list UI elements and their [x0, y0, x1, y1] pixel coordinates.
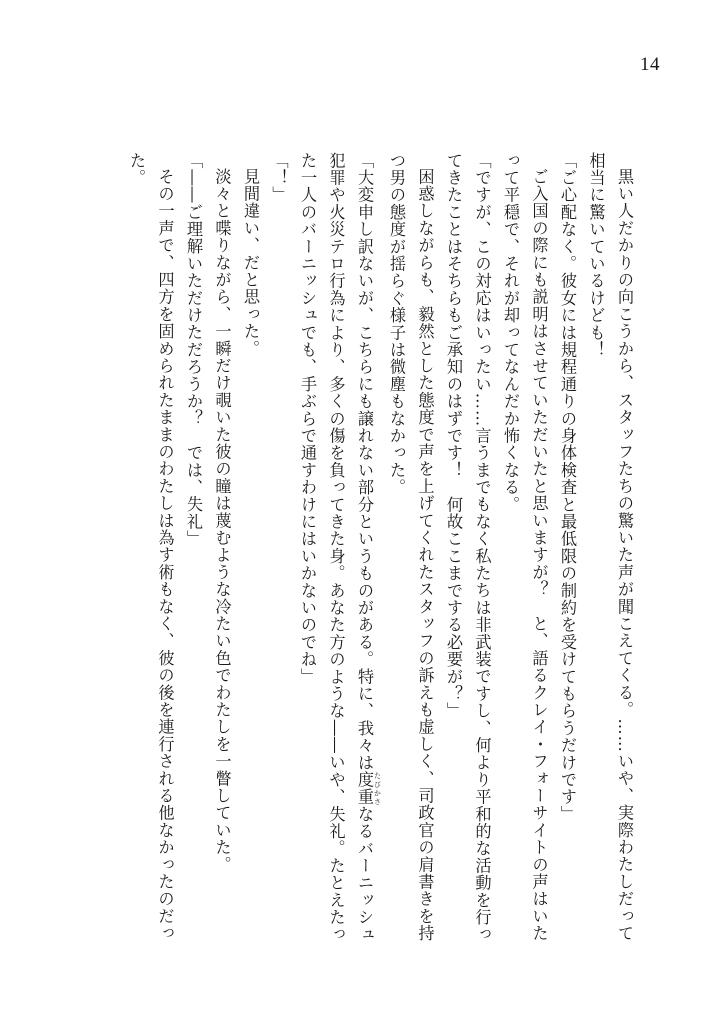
ruby-reading: たびかさ: [373, 771, 382, 806]
paragraph: ご入国の際にも説明はさせていただいたと思いますが？ と、語るクレイ・フォーサイトの声はいたって平穏で、それが却ってなんだか怖くなる。: [501, 152, 549, 943]
paragraph: 困惑しながらも、毅然とした態度で声を上げてくれたスタッフの訴えも虚しく、司政官の肩書きを持つ男の態度が揺らぐ様子は微塵もなかった。: [387, 152, 435, 943]
paragraph-rest: なるバーニッシュ犯罪や火災テロ行為により、多くの傷を負ってきた身。あなた方のような――いや、失礼。たとえたった一人のバーニッシュでも、手ぶらで通すわけにはいかないのでね」: [298, 152, 374, 944]
paragraph: 黒い人だかりの向こうから、スタッフたちの驚いた声が聞こえてくる。……いや、実際わたしだって相当に驚いているけども！: [586, 152, 634, 943]
paragraph: その一声で、四方を固められたままのわたしは為す術もなく、彼の後を連行される他なかったのだった。: [127, 152, 175, 943]
paragraph: [293, 152, 382, 952]
page-number: 14: [640, 54, 660, 75]
paragraph: 淡々と喋りながら、一瞬だけ覗いた彼の瞳は蔑むような冷たい色でわたしを一瞥していた。: [212, 168, 232, 874]
ruby-annotation: [355, 771, 382, 806]
ruby-base: 度重: [355, 771, 374, 806]
paragraph: 「ご心配なく。彼女には規程通りの身体検査と最低限の制約を受けてもらうだけです」: [558, 152, 577, 823]
paragraph-start: 「大変申し訳ないが、こちらにも譲れない部分というものがある。特に、我々は: [355, 152, 374, 772]
paragraph: 「ですが、この対応はいったい……言うまでもなく私たちは非武装ですし、何より平和的な活動を行ってきたことはそちらもご承知のはずです！ 何故ここまでする必要が？」: [444, 152, 492, 944]
paragraph: 見間違い、だと思った。: [241, 168, 260, 358]
body-text: [122, 152, 639, 952]
paragraph: 「！」: [269, 152, 289, 204]
paragraph: 「――ご理解いただけただろうか？ では、失礼」: [184, 152, 203, 548]
